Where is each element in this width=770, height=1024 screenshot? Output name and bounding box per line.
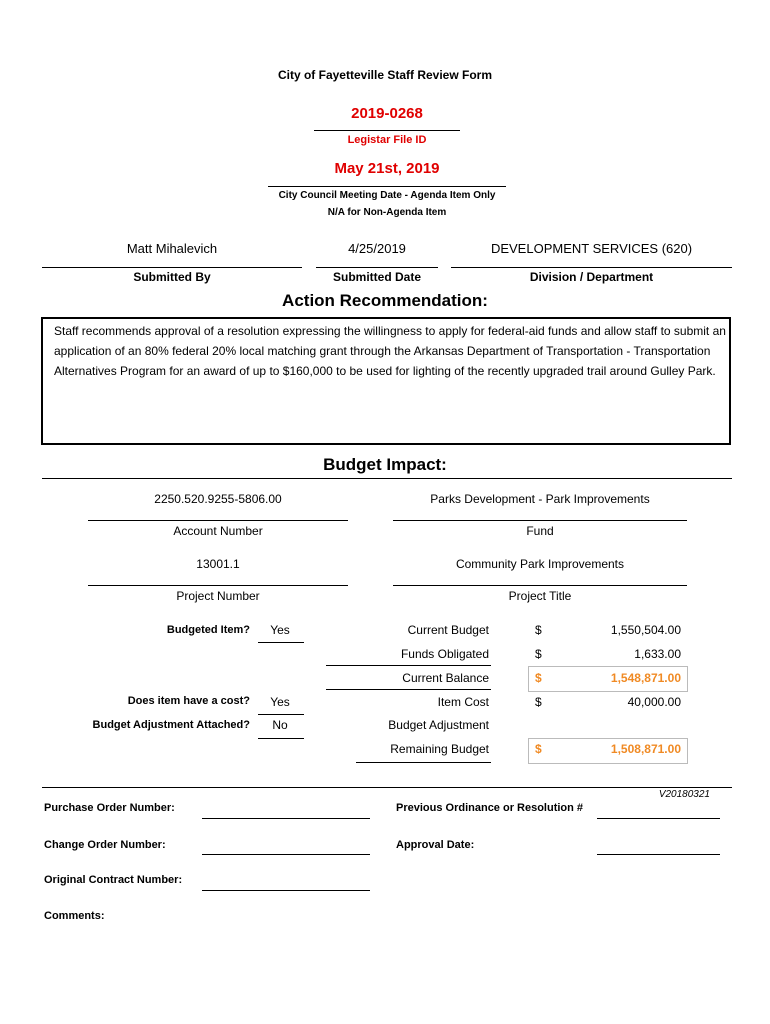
- purchase-order-field[interactable]: [202, 818, 370, 819]
- previous-ordinance-field[interactable]: [597, 818, 720, 819]
- form-version: V20180321: [658, 789, 710, 800]
- original-contract-label: Original Contract Number:: [44, 874, 183, 886]
- budgeted-item-underline: [258, 642, 304, 643]
- meeting-date-note: N/A for Non-Agenda Item: [327, 207, 447, 218]
- funds-obligated-currency: $: [535, 647, 542, 661]
- action-recommendation-text: Staff recommends approval of a resolution expressing the willingness to apply for federal-aid funds and allow staff to submit an application of an 80% federal 20% local matching grant through the Arkansas Department of Transportation - Transportation Alternatives Program for an award of up to $160,000 to be used for lighting of the recently upgraded trail around Gulley Park.: [54, 324, 726, 378]
- previous-ordinance-label: Previous Ordinance or Resolution #: [396, 802, 584, 814]
- meeting-date-underline: [268, 186, 506, 187]
- current-budget-label: Current Budget: [407, 623, 489, 637]
- fund-value: Parks Development - Park Improvements: [430, 492, 650, 506]
- submitted-date-label: Submitted Date: [332, 270, 421, 284]
- item-cost-currency: $: [535, 695, 542, 709]
- submitted-date-value: 4/25/2019: [348, 241, 406, 256]
- project-number-label: Project Number: [176, 589, 260, 603]
- account-number-underline: [88, 520, 348, 521]
- funds-obligated-topline: [326, 665, 491, 666]
- budgeted-item-label: Budgeted Item?: [166, 624, 250, 636]
- remaining-budget-underline: [356, 762, 491, 763]
- has-cost-value: Yes: [270, 695, 290, 709]
- meeting-date-value: May 21st, 2019: [334, 160, 440, 177]
- current-balance-underline: [326, 689, 491, 690]
- submitted-date-underline: [316, 267, 438, 268]
- submitted-by-label: Submitted By: [133, 270, 211, 284]
- remaining-budget-currency: $: [535, 742, 542, 756]
- submitted-by-value: Matt Mihalevich: [126, 241, 218, 256]
- division-label: Division / Department: [529, 270, 654, 284]
- file-id-underline: [314, 130, 460, 131]
- has-cost-label: Does item have a cost?: [127, 695, 250, 707]
- fund-underline: [393, 520, 687, 521]
- current-budget-value: 1,550,504.00: [610, 623, 681, 637]
- form-title: City of Fayetteville Staff Review Form: [277, 68, 493, 82]
- current-balance-value: 1,548,871.00: [610, 671, 681, 685]
- purchase-order-label: Purchase Order Number:: [44, 802, 175, 814]
- budget-impact-divider: [42, 478, 732, 479]
- current-balance-currency: $: [535, 671, 542, 685]
- budgeted-item-value: Yes: [270, 623, 290, 637]
- division-value: DEVELOPMENT SERVICES (620): [490, 241, 693, 256]
- item-cost-label: Item Cost: [437, 695, 489, 709]
- legistar-file-id-value: 2019-0268: [351, 105, 423, 122]
- adjustment-attached-underline: [258, 738, 304, 739]
- adjustment-attached-label: Budget Adjustment Attached?: [92, 719, 250, 731]
- change-order-field[interactable]: [202, 854, 370, 855]
- fund-label: Fund: [526, 524, 554, 538]
- item-cost-value: 40,000.00: [627, 695, 681, 709]
- remaining-budget-label: Remaining Budget: [390, 742, 489, 756]
- change-order-label: Change Order Number:: [44, 839, 166, 851]
- approval-date-field[interactable]: [597, 854, 720, 855]
- project-title-value: Community Park Improvements: [455, 557, 625, 571]
- project-title-label: Project Title: [508, 589, 572, 603]
- has-cost-underline: [258, 714, 304, 715]
- project-number-underline: [88, 585, 348, 586]
- original-contract-field[interactable]: [202, 890, 370, 891]
- approval-date-label: Approval Date:: [396, 839, 475, 851]
- action-recommendation-box: [41, 317, 731, 445]
- footer-divider: [42, 787, 732, 788]
- action-recommendation-heading: Action Recommendation:: [282, 291, 488, 310]
- budget-adjustment-label: Budget Adjustment: [388, 718, 489, 732]
- current-balance-label: Current Balance: [402, 671, 489, 685]
- project-title-underline: [393, 585, 687, 586]
- account-number-label: Account Number: [173, 524, 263, 538]
- project-number-value: 13001.1: [196, 557, 240, 571]
- division-underline: [451, 267, 732, 268]
- account-number-value: 2250.520.9255-5806.00: [154, 492, 282, 506]
- adjustment-attached-value: No: [272, 718, 288, 732]
- remaining-budget-value: 1,508,871.00: [610, 742, 681, 756]
- submitted-by-underline: [42, 267, 302, 268]
- funds-obligated-value: 1,633.00: [634, 647, 681, 661]
- comments-label: Comments:: [44, 910, 105, 922]
- budget-impact-heading: Budget Impact:: [323, 455, 447, 474]
- current-budget-currency: $: [535, 623, 542, 637]
- meeting-date-label: City Council Meeting Date - Agenda Item Only: [278, 190, 496, 201]
- legistar-file-id-label: Legistar File ID: [347, 134, 427, 146]
- funds-obligated-label: Funds Obligated: [400, 647, 489, 661]
